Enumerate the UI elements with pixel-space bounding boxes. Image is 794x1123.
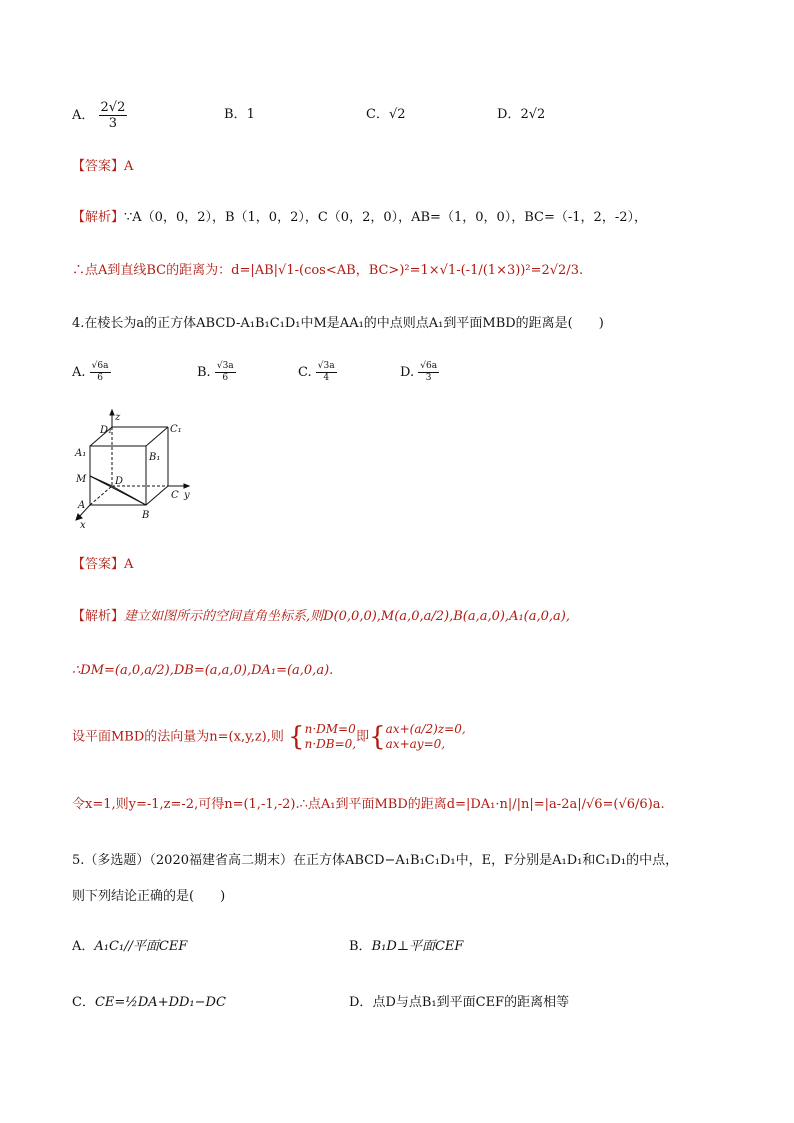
label-a: A <box>78 500 86 511</box>
system1: n·DM=0 n·DB=0, <box>304 722 357 751</box>
edge-bc <box>146 486 168 505</box>
q5-option-c: C．CE=½DA+DD₁−DC <box>72 995 226 1010</box>
q5-stem-line2: 则下列结论正确的是( ) <box>72 889 226 904</box>
q3-analysis-line2: ∴点A到直线BC的距离为：d=|AB|√1-(cos<AB，BC>)²=1×√1-(-1/(1×3))²=2√2/3. <box>72 263 584 278</box>
label-d: D <box>115 476 124 487</box>
label-c1: C₁ <box>170 424 182 435</box>
q3-option-a: A． $\frac{2√2}{3}$ <box>72 100 126 131</box>
q3-option-c: C．√2 <box>366 107 406 122</box>
q5-option-a: A．A₁C₁//平面CEF <box>72 939 188 954</box>
label-x: x <box>80 520 86 531</box>
q3-option-a-frac: $\frac{2√2}{3}$ <box>100 100 126 131</box>
q4-option-d: D. $\frac{√6a}{3}$ <box>400 361 438 383</box>
q4-analysis-line4: 令x=1,则y=-1,z=-2,可得n=(1,-1,-2).∴点A₁到平面MBD的距离d=|DA₁·n|/|n|=|a-2a|/√6=(√6/6)a. <box>72 797 665 812</box>
q4-analysis-line2: ∴DM=(a,0,a/2),DB=(a,a,0),DA₁=(a,0,a). <box>72 663 334 678</box>
q3-answer: 【答案】A <box>72 159 134 174</box>
q4-analysis-line3: 设平面MBD的法向量为n=(x,y,z),则 {n·DM=0 n·DB=0,即{ax+(a/2)z=0, ax+ay=0, <box>72 722 466 752</box>
q4-option-a: A. $\frac{√6a}{6}$ <box>72 361 109 383</box>
label-c: C <box>171 490 179 501</box>
label-m: M <box>76 474 87 485</box>
q4-stem: 4.在棱长为a的正方体ABCD-A₁B₁C₁D₁中M是AA₁的中点则点A₁到平面MBD的距离是( ) <box>72 316 604 331</box>
edge-b1c1 <box>146 427 168 446</box>
q5-stem-line1: 5.（多选题）（2020福建省高二期末）在正方体ABCD−A₁B₁C₁D₁中，E，F分别是A₁D₁和C₁D₁的中点， <box>72 853 679 868</box>
edge-ad <box>90 486 112 505</box>
q4-cube-figure <box>70 408 200 532</box>
q3-option-d: D．2√2 <box>497 107 546 122</box>
q5-option-d: D．点D与点B₁到平面CEF的距离相等 <box>349 995 570 1010</box>
label-a1: A₁ <box>75 448 87 459</box>
label-d1: D₁ <box>100 425 113 436</box>
label-y: y <box>184 490 190 501</box>
q5-option-b: B．B₁D⊥平面CEF <box>349 939 464 954</box>
label-b: B <box>142 510 150 521</box>
q4-option-c: C. $\frac{√3a}{4}$ <box>298 361 335 383</box>
system2: ax+(a/2)z=0, ax+ay=0, <box>385 722 466 751</box>
q4-answer: 【答案】A <box>72 557 134 572</box>
y-arrow <box>184 484 189 488</box>
q3-option-b: B．1 <box>224 107 255 122</box>
label-z: z <box>115 412 121 423</box>
q3-analysis-line1: 【解析】∵A（0，0，2），B（1，0，2），C（0，2，0），AB=（1，0，0），BC=（-1，2，-2）， <box>72 210 647 225</box>
q4-analysis-line1: 【解析】建立如图所示的空间直角坐标系,则D(0,0,0),M(a,0,a/2),B(a,a,0),A₁(a,0,a), <box>72 609 570 624</box>
q4-option-b: B. $\frac{√3a}{6}$ <box>197 361 234 383</box>
label-b1: B₁ <box>149 452 161 463</box>
z-arrow <box>110 410 114 415</box>
